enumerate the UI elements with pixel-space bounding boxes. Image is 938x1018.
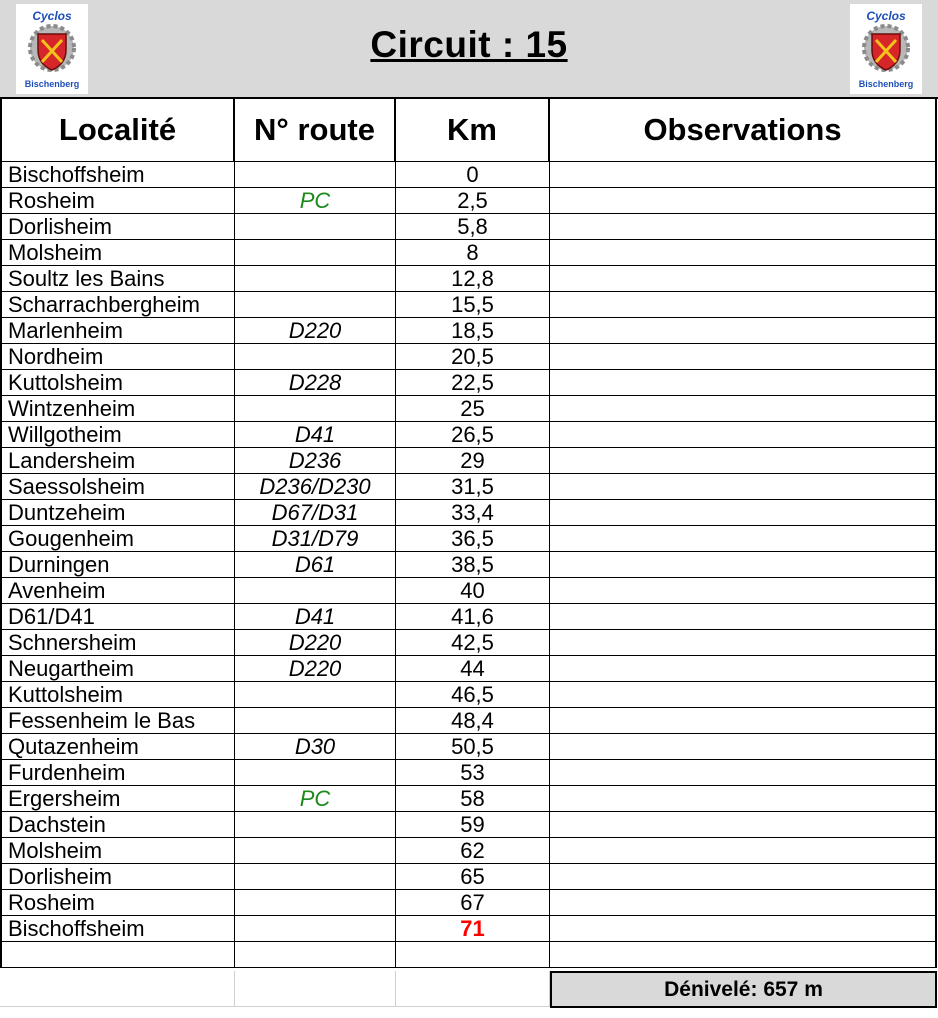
observations-cell xyxy=(550,812,937,838)
observations-cell xyxy=(550,786,937,812)
km-cell: 46,5 xyxy=(396,682,550,708)
km-cell: 22,5 xyxy=(396,370,550,396)
localite-cell: Marlenheim xyxy=(0,318,235,344)
km-cell: 48,4 xyxy=(396,708,550,734)
localite-cell: Bischoffsheim xyxy=(0,916,235,942)
localite-cell: Duntzeheim xyxy=(0,500,235,526)
route-cell: D41 xyxy=(235,604,396,630)
route-cell xyxy=(235,214,396,240)
km-cell xyxy=(396,942,550,968)
km-cell: 38,5 xyxy=(396,552,550,578)
km-cell: 29 xyxy=(396,448,550,474)
observations-cell xyxy=(550,422,937,448)
localite-cell: Kuttolsheim xyxy=(0,682,235,708)
route-cell xyxy=(235,942,396,968)
route-cell: D228 xyxy=(235,370,396,396)
route-cell: D220 xyxy=(235,318,396,344)
km-cell: 8 xyxy=(396,240,550,266)
km-cell: 42,5 xyxy=(396,630,550,656)
km-cell: 20,5 xyxy=(396,344,550,370)
localite-cell: Willgotheim xyxy=(0,422,235,448)
observations-cell xyxy=(550,656,937,682)
observations-cell xyxy=(550,864,937,890)
localite-cell: Fessenheim le Bas xyxy=(0,708,235,734)
km-cell: 62 xyxy=(396,838,550,864)
km-cell: 2,5 xyxy=(396,188,550,214)
localite-cell: Durningen xyxy=(0,552,235,578)
km-cell: 5,8 xyxy=(396,214,550,240)
observations-cell xyxy=(550,214,937,240)
route-cell xyxy=(235,812,396,838)
localite-cell: Scharrachbergheim xyxy=(0,292,235,318)
observations-cell xyxy=(550,760,937,786)
route-cell xyxy=(235,890,396,916)
route-cell xyxy=(235,292,396,318)
km-cell: 36,5 xyxy=(396,526,550,552)
route-cell xyxy=(235,682,396,708)
localite-cell: Molsheim xyxy=(0,838,235,864)
km-cell: 71 xyxy=(396,916,550,942)
route-cell xyxy=(235,396,396,422)
localite-cell: Bischoffsheim xyxy=(0,162,235,188)
route-cell: D41 xyxy=(235,422,396,448)
route-cell xyxy=(235,578,396,604)
observations-cell xyxy=(550,396,937,422)
observations-cell xyxy=(550,474,937,500)
route-cell: D220 xyxy=(235,656,396,682)
km-cell: 53 xyxy=(396,760,550,786)
localite-cell: Avenheim xyxy=(0,578,235,604)
route-cell xyxy=(235,838,396,864)
route-cell xyxy=(235,760,396,786)
observations-cell xyxy=(550,942,937,968)
observations-cell xyxy=(550,318,937,344)
km-cell: 67 xyxy=(396,890,550,916)
page-title: Circuit : 15 xyxy=(370,24,568,65)
km-cell: 26,5 xyxy=(396,422,550,448)
club-logo-icon xyxy=(850,4,922,94)
observations-cell xyxy=(550,240,937,266)
observations-cell xyxy=(550,344,937,370)
observations-cell xyxy=(550,838,937,864)
observations-cell xyxy=(550,552,937,578)
km-cell: 12,8 xyxy=(396,266,550,292)
route-cell: D61 xyxy=(235,552,396,578)
km-cell: 44 xyxy=(396,656,550,682)
column-header-localite: Localité xyxy=(0,99,235,162)
header-band xyxy=(0,0,938,99)
route-cell xyxy=(235,266,396,292)
km-cell: 0 xyxy=(396,162,550,188)
localite-cell: Molsheim xyxy=(0,240,235,266)
localite-cell: Gougenheim xyxy=(0,526,235,552)
km-cell: 15,5 xyxy=(396,292,550,318)
observations-cell xyxy=(550,578,937,604)
observations-cell xyxy=(550,162,937,188)
logo-text-bottom: Bischenberg xyxy=(858,79,914,89)
logo-text-top: Cyclos xyxy=(866,9,906,23)
route-cell: PC xyxy=(235,188,396,214)
km-cell: 25 xyxy=(396,396,550,422)
observations-cell xyxy=(550,890,937,916)
route-cell: D31/D79 xyxy=(235,526,396,552)
localite-cell: Furdenheim xyxy=(0,760,235,786)
route-cell xyxy=(235,708,396,734)
logo-text-bottom: Bischenberg xyxy=(24,79,80,89)
localite-cell: Rosheim xyxy=(0,188,235,214)
observations-cell xyxy=(550,292,937,318)
route-cell xyxy=(235,916,396,942)
localite-cell: Rosheim xyxy=(0,890,235,916)
observations-cell xyxy=(550,630,937,656)
observations-cell xyxy=(550,604,937,630)
observations-cell xyxy=(550,708,937,734)
localite-cell: Wintzenheim xyxy=(0,396,235,422)
route-cell: D67/D31 xyxy=(235,500,396,526)
localite-cell: D61/D41 xyxy=(0,604,235,630)
route-cell xyxy=(235,162,396,188)
localite-cell: Landersheim xyxy=(0,448,235,474)
localite-cell xyxy=(0,942,235,968)
column-header-km: Km xyxy=(396,99,550,162)
km-cell: 41,6 xyxy=(396,604,550,630)
localite-cell: Saessolsheim xyxy=(0,474,235,500)
observations-cell xyxy=(550,266,937,292)
route-cell: D220 xyxy=(235,630,396,656)
empty-cell xyxy=(396,971,550,1007)
route-cell xyxy=(235,344,396,370)
localite-cell: Dorlisheim xyxy=(0,864,235,890)
km-cell: 18,5 xyxy=(396,318,550,344)
km-cell: 65 xyxy=(396,864,550,890)
km-cell: 31,5 xyxy=(396,474,550,500)
denivele-total: Dénivelé: 657 m xyxy=(550,971,937,1008)
column-header-route: N° route xyxy=(235,99,396,162)
localite-cell: Kuttolsheim xyxy=(0,370,235,396)
localite-cell: Ergersheim xyxy=(0,786,235,812)
observations-cell xyxy=(550,734,937,760)
route-cell: D236 xyxy=(235,448,396,474)
observations-cell xyxy=(550,500,937,526)
localite-cell: Soultz les Bains xyxy=(0,266,235,292)
route-cell: D236/D230 xyxy=(235,474,396,500)
route-cell: PC xyxy=(235,786,396,812)
km-cell: 59 xyxy=(396,812,550,838)
route-cell: D30 xyxy=(235,734,396,760)
observations-cell xyxy=(550,682,937,708)
observations-cell xyxy=(550,188,937,214)
localite-cell: Dorlisheim xyxy=(0,214,235,240)
km-cell: 58 xyxy=(396,786,550,812)
observations-cell xyxy=(550,370,937,396)
observations-cell xyxy=(550,916,937,942)
localite-cell: Nordheim xyxy=(0,344,235,370)
km-cell: 40 xyxy=(396,578,550,604)
observations-cell xyxy=(550,448,937,474)
column-header-observations: Observations xyxy=(550,99,937,162)
empty-cell xyxy=(0,971,235,1007)
observations-cell xyxy=(550,526,937,552)
localite-cell: Qutazenheim xyxy=(0,734,235,760)
localite-cell: Neugartheim xyxy=(0,656,235,682)
localite-cell: Dachstein xyxy=(0,812,235,838)
localite-cell: Schnersheim xyxy=(0,630,235,656)
km-cell: 50,5 xyxy=(396,734,550,760)
route-cell xyxy=(235,864,396,890)
km-cell: 33,4 xyxy=(396,500,550,526)
empty-cell xyxy=(235,971,396,1007)
logo-text-top: Cyclos xyxy=(32,9,72,23)
route-cell xyxy=(235,240,396,266)
